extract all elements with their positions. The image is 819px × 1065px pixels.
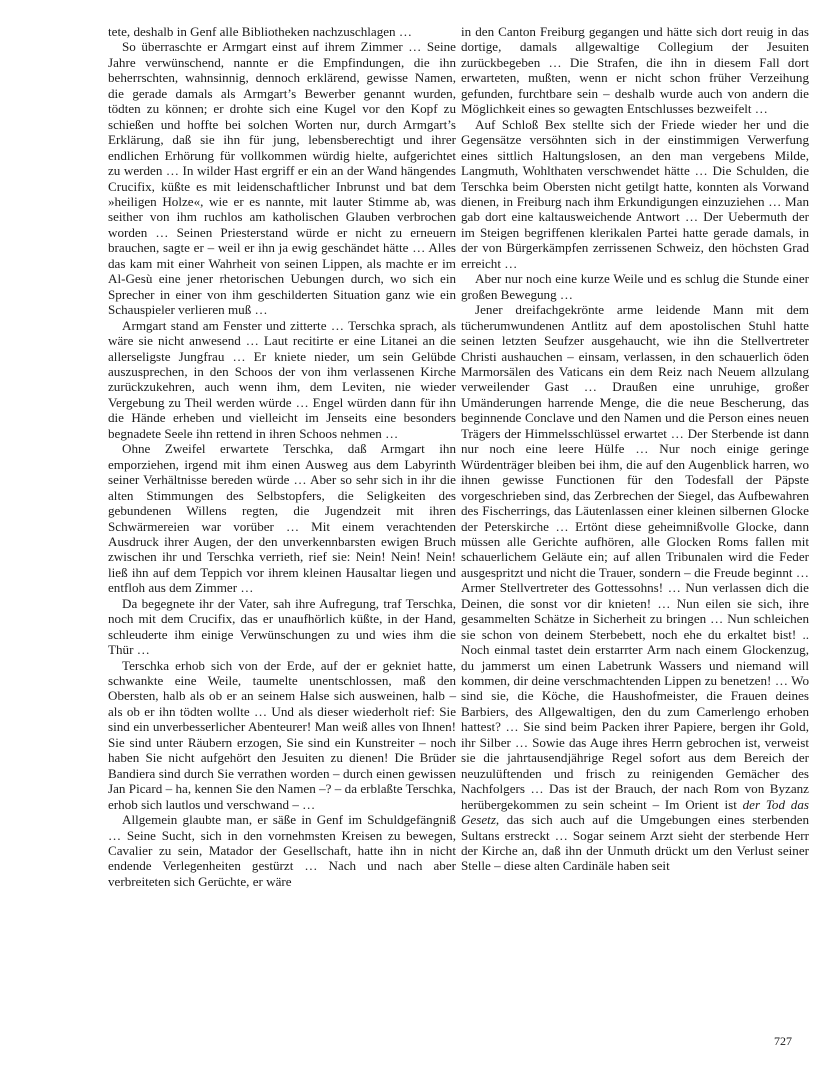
paragraph: Da begegnete ihr der Vater, sah ihre Aufregung, traf Terschka, noch mit dem Crucifix, das er unaufhörlich küßte, in der Hand, schleuderte ihm einige Verwünschungen zu und wies ihm die Thür … — [108, 595, 456, 658]
paragraph: So überraschte er Armgart einst auf ihrem Zimmer … Seine Jahre verwünschend, nannte er die Empfindungen, die ihn beherrschten, wahnsinnig, dennoch erklärend, gewisse Namen, die gerade damals als Armgart’s Bewerber genannt wurden, tödten zu können; er drohte sich eine Kugel vor den Kopf zu schießen und hoffte bei solchen Worten nur, durch Armgart’s Erklärung, daß sie ihn für jung, lebensberechtigt und ihrer endlichen Erhörung für vollkommen würdig hielte, aufgerichtet zu werden … In wilder Hast ergriff er ein an der Wand hängendes Crucifix, küßte es mit leidenschaftlicher Inbrunst und bat dem »heiligen Holze«, wie er es nannte, mit lauter Stimme ab, was seither von ihm ruchlos am katholischen Glauben verbrochen worden … Seinen Priesterstand würde er nicht zu erneuern brauchen, sagte er – weil er ihn ja ewig geschändet hätte … Alles das kam mit einer Wahrheit von seinen Lippen, als machte er im Al-Gesù eine jener rhetorischen Uebungen durch, wo sich ein Sprecher in einer von ihm geschilderten Situation ganz wie ein Schauspieler verlieren muß … — [108, 39, 456, 318]
paragraph-text: das sich auch auf die Umgebungen eines sterbenden Sultans erstreckt … Sogar seinem Arzt sieht der sterbende Herr der Kirche an, daß ihn der Unmuth drückt um den Verlust seiner Stelle – diese alten Cardinäle haben seit — [461, 812, 809, 874]
italic-phrase: der Tod das Gesetz, — [461, 796, 809, 828]
paragraph: Auf Schloß Bex stellte sich der Friede wieder her und die Gegensätze versöhnten sich in der einstimmigen Verwerfung eines sittlich Haltungslosen, an den man vergebens Milde, Langmuth, Wohlthaten verschwendet hätte … Die Schulden, die Terschka beim Obersten nicht getilgt hatte, konnten als Vorwand dienen, in Freiburg nach ihm Erkundigungen einzuziehen … Man gab dort eine kaltausweichende Antwort … Der Uebermuth der im Steigen begriffenen klerikalen Partei hatte gerade damals, in der von Bürgerkämpfen zerrissenen Schweiz, den höchsten Grad erreicht … — [461, 116, 809, 271]
paragraph: Allgemein glaubte man, er säße in Genf im Schuldgefängniß … Seine Sucht, sich in den vornehmsten Kreisen zu bewegen, Cavalier zu sein, Matador der Gesellschaft, hatte ihn in nicht endende Verlegenheiten gestürzt … Nach und nach aber verbreiteten sich Gerüchte, er wäre — [108, 812, 456, 889]
right-text-column — [461, 24, 809, 874]
paragraph — [461, 302, 809, 874]
page-number: 727 — [774, 1034, 792, 1048]
left-text-column — [108, 24, 456, 889]
paragraph-text: Jener dreifachgekrönte arme leidende Mann mit dem tücherumwundenen Antlitz auf dem apostolischen Stuhl hatte seinen letzten Seufzer ausgehaucht, wie ihn die Stellvertreter Christi aushauchen – einsam, verlassen, in den schauerlich öden Marmorsälen des Vaticans ein dem Reiz nach Neuem allzulang verweilender Gast … Draußen eine unruhige, großer Umänderungen harrende Menge, die die neue Bescherung, das beginnende Conclave und den Namen und die Person eines neuen Trägers der Himmelsschlüssel erwartet … Der Sterbende ist dann nur noch eine leere Hülfe … Nur noch einige geringe Würdenträger bleiben bei ihm, die auf den Augenblick harren, wo ihnen gewisse Functionen für den Todesfall der Päpste vorgeschrieben sind, das Zerbrechen der Siegel, das Aufbewahren des Fischerrings, das Läutenlassen einer kleinen silbernen Glocke der Peterskirche … Ertönt diese geheimnißvolle Glocke, dann müssen alle Gerichte aufhören, alle Glocken Roms fallen mit schauerlichem Geläute ein; auf allen Tribunalen wird die Feder ausgespritzt und nicht die Trauer, sondern – die Freude beginnt … Armer Stellvertreter des Gottessohns! … Nun verlassen dich die Deinen, die sonst vor dir knieten! … Nun eilen sie sich, ihre gesammelten Schätze in Sicherheit zu bringen … Nun schleichen sie schon von deinem Sterbebett, noch ehe du erkaltet bist! .. Noch einmal tastet dein erstarrter Arm nach einem Glockenzug, du jammerst um einen Labetrunk Wassers und niemand will kommen, dir deine verschmachtenden Lippen zu benetzen! … Wo sind sie, die Köche, die Haushofmeister, die Frauen deines Barbiers, des Allgewaltigen, den du zum Camerlengo erhoben hattest? … Sie sind beim Packen ihrer Papiere, bergen ihr Gold, ihr Silber … Sowie das Auge ihres Herrn gebrochen ist, verweist sie die jahrtausendjährige Regel sofort aus dem Bereich der neuzulüftenden und frisch zu reinigenden Gemächer des Nachfolgers … Das ist der Brauch, der nach Rom von Byzanz herübergekommen zu sein scheint – Im Orient ist — [461, 302, 809, 812]
paragraph: Terschka erhob sich von der Erde, auf der er gekniet hatte, schwankte eine Weile, taumelte unentschlossen, maß den Obersten, halb als ob er an seinem Halse sich ausweinen, halb – als ob er ihn tödten wollte … Und als dieser wiederholt rief: Sie sind ein unverbesserlicher Abenteurer! Man weiß alles von Ihnen! Sie sind unter Räubern erzogen, Sie sind ein Kunstreiter – noch haben Sie nicht aufgehört den Jesuiten zu dienen! Die Brüder Bandiera sind durch Sie verrathen worden – durch einen gewissen Jan Picard – ha, kennen Sie den Namen –? – da erblaßte Terschka, erhob sich lautlos und verschwand – … — [108, 657, 456, 812]
paragraph: Aber nur noch eine kurze Weile und es schlug die Stunde einer großen Bewegung … — [461, 271, 809, 302]
paragraph: Ohne Zweifel erwartete Terschka, daß Armgart ihn emporziehen, irgend mit ihm einen Ausweg aus dem Labyrinth seiner Verhältnisse bereden würde … Aber so sehr sich in ihr die alten Stimmungen des Selbstopfers, die Seligkeiten des gebundenen Willens regten, die Jugendzeit mit ihren Schwärmereien war vorüber … Mit einem verachtenden Ausdruck ihrer Augen, der den unverkennbarsten ewigen Bruch zwischen ihr und Terschka verrieth, rief sie: Nein! Nein! Nein! ließ ihn auf dem Teppich vor ihrem kleinen Hausaltar liegen und entfloh aus dem Zimmer … — [108, 441, 456, 596]
paragraph: tete, deshalb in Genf alle Bibliotheken nachzuschlagen … — [108, 24, 412, 39]
paragraph: in den Canton Freiburg gegangen und hätte sich dort reuig in das dortige, damals allgewaltige Collegium der Jesuiten zurückbegeben … Die Strafen, die ihn in diesem Fall dort erwarteten, mußten, wenn er nicht schon früher Verzeihung gefunden, furchtbare sein – deshalb wurde auch von andern die Möglichkeit eines so gewagten Entschlusses bezweifelt … — [461, 24, 809, 117]
paragraph: Armgart stand am Fenster und zitterte … Terschka sprach, als wäre sie nicht anwesend … Laut recitirte er eine Litanei an die allerseligste Jungfrau … Er kniete nieder, um sein Gelübde auszusprechen, in den Schoos der von ihm verlassenen Kirche zurückzukehren, auch wenn ihm, dem Leviten, nie wieder Vergebung zu Theil werden würde … Engel würden dann für ihn die Hände erheben und vielleicht im Jenseits eine besonders begnadete Seele ihn rettend in ihren Schoos nehmen … — [108, 317, 456, 441]
